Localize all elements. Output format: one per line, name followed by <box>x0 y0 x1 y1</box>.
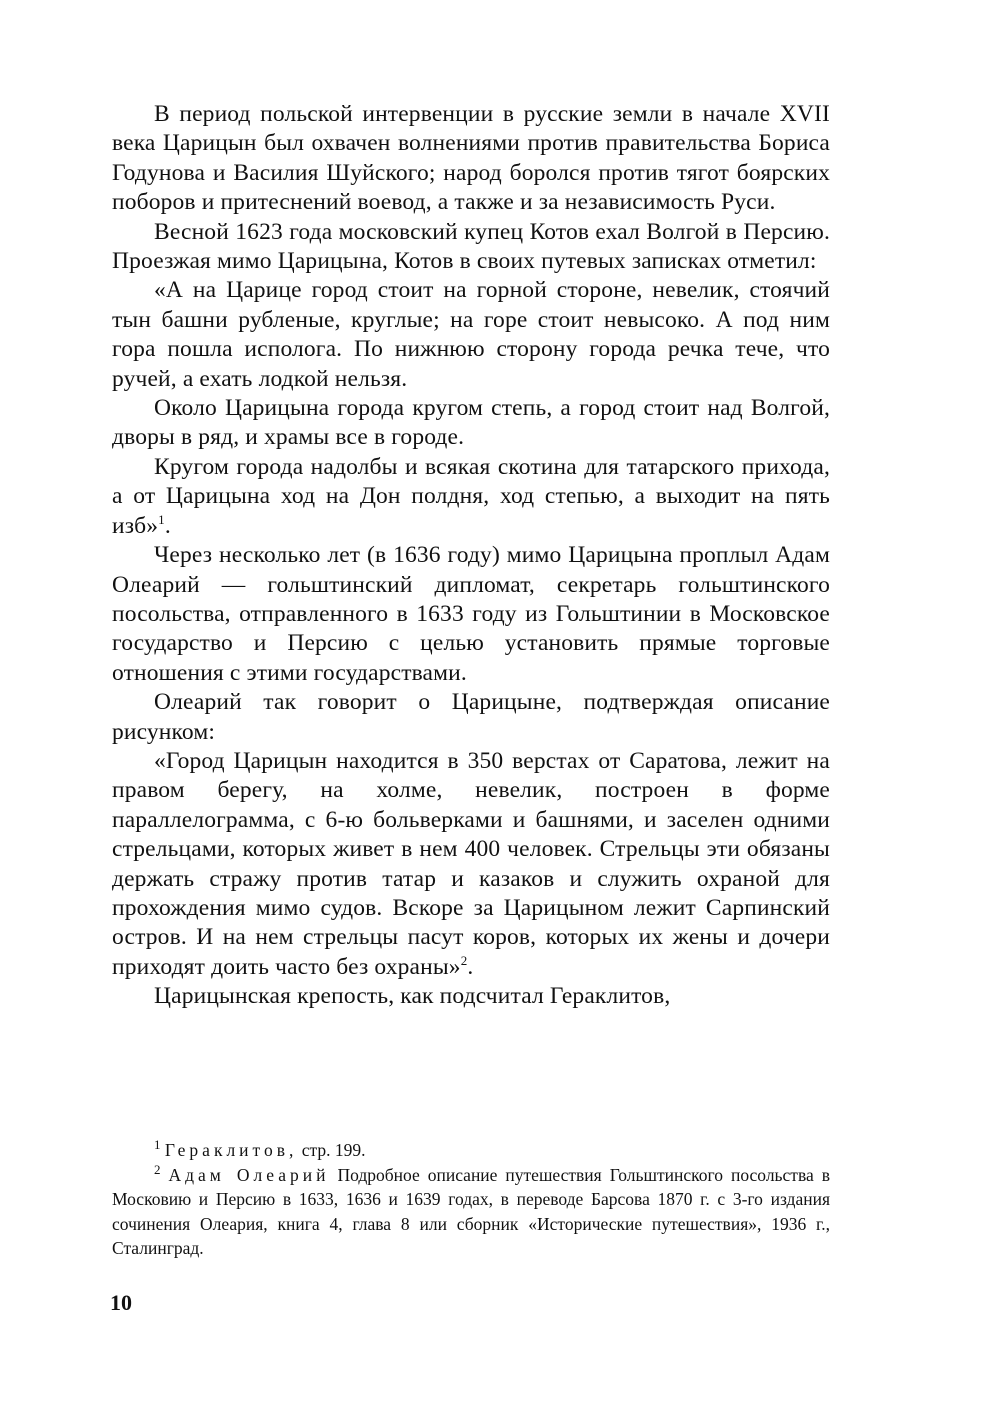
paragraph-text: Царицынская крепость, как подсчитал Гераклитов, <box>154 983 671 1010</box>
quote-olearius: «Город Царицын находится в 350 верстах от Саратова, лежит на правом берегу, на холме, невелик, построен в форме параллелограмма, с 6-ю больверками и башнями, и заселен одними стрельцами, которых живет в нем 400 человек. Стрельцы эти обязаны держать стражу против татар и казаков и служить охраной для прохождения мимо судов. Вскоре за Царицыном лежит Сарпинский остров. И на нем стрельцы пасут коров, которых их жены и дочери приходят доить часто без охраны»$^2$. <box>112 747 830 980</box>
paragraph-fortress <box>112 982 830 1011</box>
paragraph-text: «А на Царице город стоит на горной стороне, невелик, стоячий тын башни рубленые, круглые; на горе стоит невысоко. А под ним гора пошла исполога. По нижнюю сторону города речка тече, что ручей, а ехать лодкой нельзя. <box>112 277 830 392</box>
paragraph-text: Весной 1623 года московский купец Котов ехал Волгой в Персию. Проезжая мимо Царицына, Котов в своих путевых записках отметил: <box>112 218 830 275</box>
footnote-ref-1: 1 <box>158 511 165 527</box>
quote-kotov-3: Кругом города надолбы и всякая скотина для татарского прихода, а от Царицына ход на Дон полдня, ход степью, а выходит на пять изб»$^1$. <box>112 453 830 539</box>
footnote-text: Подробное описание путешествия Гольштинского посольства в Московию и Персию в 1633, 1636 и 1639 годах, в переводе Барсова 1870 г. с 3-го издания сочинения Олеария, книга 4, глава 8 или сборник «Исторические путешествия», 1936 г., Сталинград. <box>112 1164 830 1258</box>
paragraph-kotov <box>112 218 830 277</box>
paragraph-text: Через несколько лет (в 1636 году) мимо Царицына проплыл Адам Олеарий — гольштинский дипломат, секретарь гольштинского посольства, отправленного в 1633 году из Гольштинии в Московское государство и Персию с целью установить прямые торговые отношения с этими государствами. <box>112 542 830 686</box>
page-number: 10 <box>110 1290 132 1315</box>
main-text <box>112 100 830 1012</box>
paragraph-text: Кругом города надолбы и всякая скотина для татарского прихода, а от Царицына ход на Дон полдня, ход степью, а выходит на пять изб» <box>112 453 830 539</box>
paragraph-olearius <box>112 541 830 688</box>
paragraph-olearius-intro <box>112 688 830 747</box>
footnote-mark: 2 <box>154 1161 161 1177</box>
footnote-text: стр. 199. <box>297 1140 366 1160</box>
paragraph-intervention <box>112 100 830 218</box>
footnote-mark: 1 <box>154 1137 161 1153</box>
footnote-1 <box>112 1138 830 1163</box>
footnote-ref-2: 2 <box>460 952 468 968</box>
paragraph-text: Олеарий так говорит о Царицыне, подтверждая описание рисунком: <box>112 689 830 745</box>
footnotes <box>112 1138 830 1261</box>
footnote-2 <box>112 1163 830 1261</box>
quote-kotov-1 <box>112 276 830 394</box>
paragraph-text: Около Царицына города кругом степь, а город стоит над Волгой, дворы в ряд, и храмы все в городе. <box>112 395 830 451</box>
footnote-author: Гераклитов, <box>164 1140 298 1160</box>
paragraph-text: «Город Царицын находится в 350 верстах от Саратова, лежит на правом берегу, на холме, невелик, построен в форме параллелограмма, с 6-ю больверками и башнями, и заселен одними стрельцами, которых живет в нем 400 человек. Стрельцы эти обязаны держать стражу против татар и казаков и служить охраной для прохождения мимо судов. Вскоре за Царицыном лежит Сарпинский остров. И на нем стрельцы пасут коров, которых их жены и дочери приходят доить часто без охраны» <box>112 747 830 980</box>
paragraph-text: В период польской интервенции в русские земли в начале XVII века Царицын был охвачен волнениями против правительства Бориса Годунова и Василия Шуйского; народ боролся против тягот боярских поборов и притеснений воевод, а также и за независимость Руси. <box>112 101 830 216</box>
footnote-author: Адам Олеарий <box>168 1164 330 1185</box>
quote-kotov-2 <box>112 394 830 453</box>
